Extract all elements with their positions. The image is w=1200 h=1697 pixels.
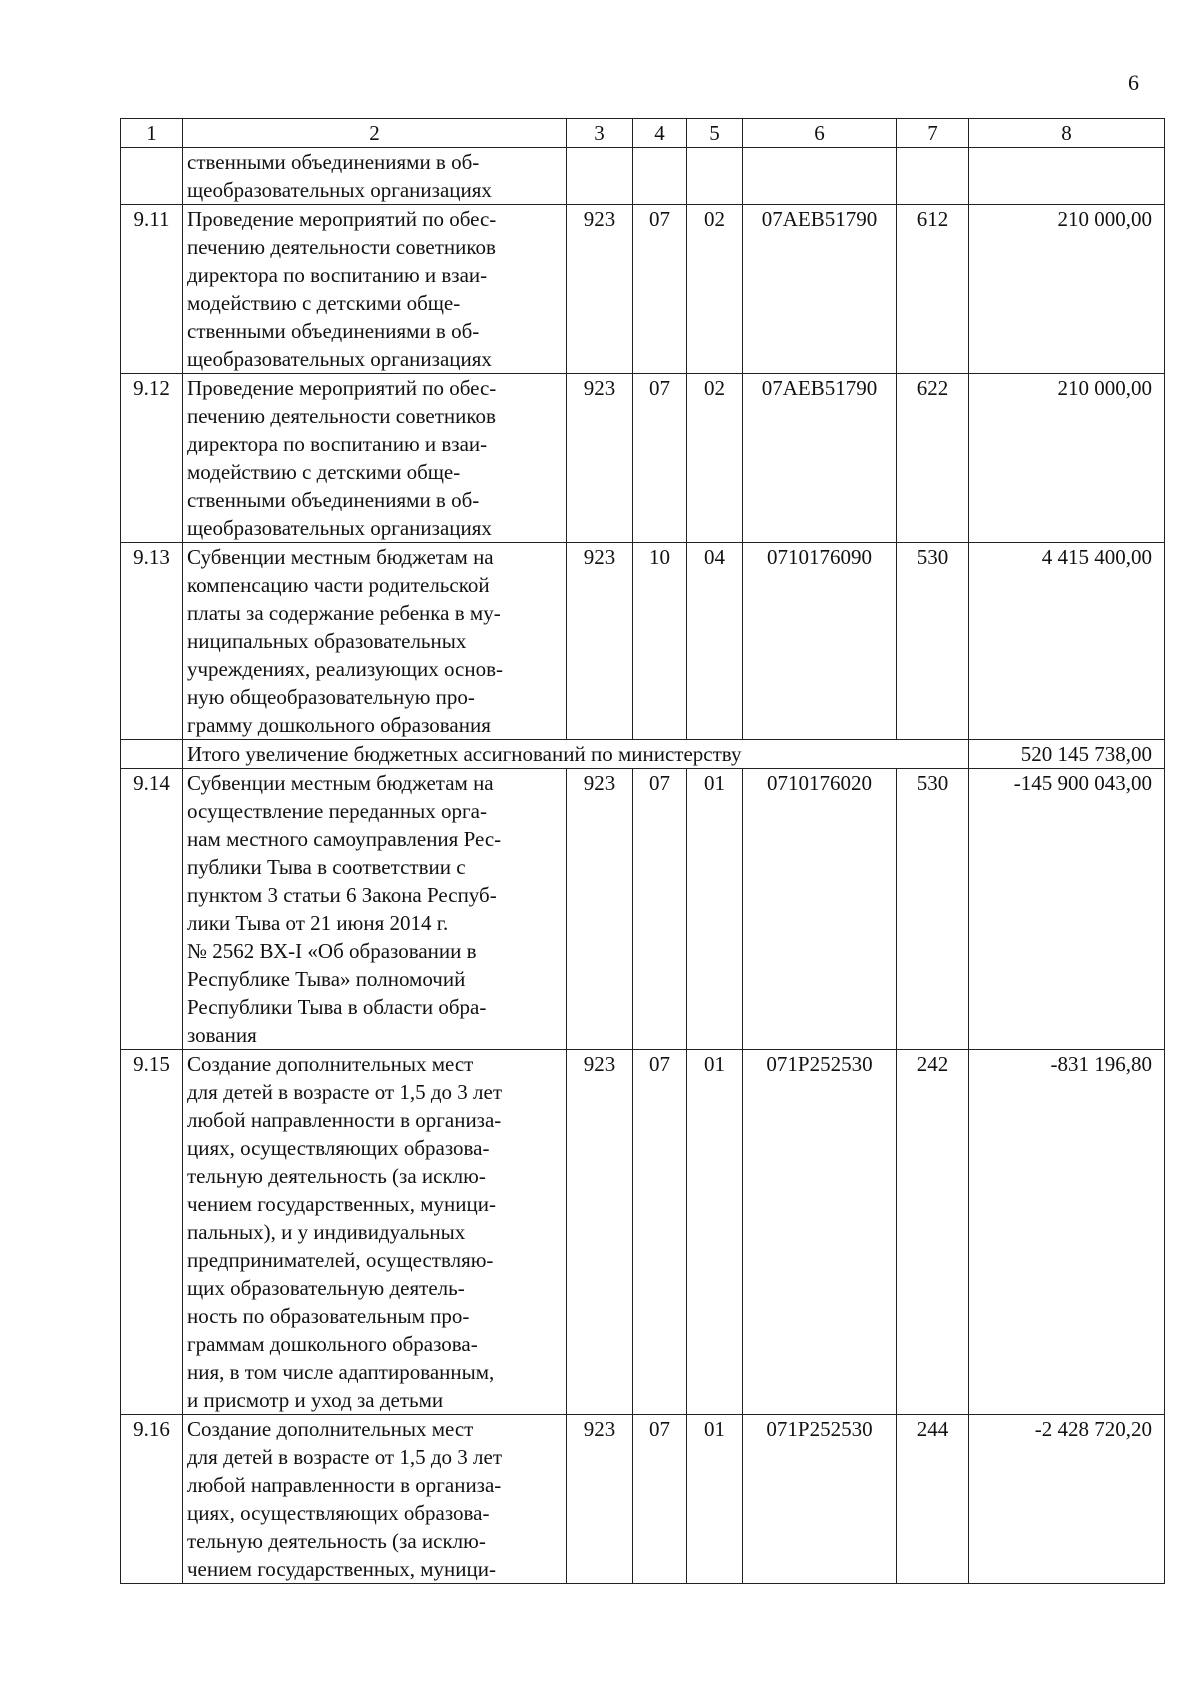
row-amount: 210 000,00 (969, 205, 1165, 374)
total-amount: 520 145 738,00 (969, 740, 1165, 769)
table-row (121, 769, 1165, 1050)
row-amount: -145 900 043,00 (969, 769, 1165, 1050)
ministry-code: 923 (567, 1415, 633, 1584)
row-description: Субвенции местным бюджетам на компенсацию части родительской платы за содержание ребенка в му- ниципальных образовательных учреждениях, реализующих основ- ную общеобразовательную про- грамму дошкольного образования (183, 543, 567, 740)
subsection-code: 02 (687, 205, 743, 374)
subsection-code (687, 148, 743, 205)
total-empty-cell (121, 740, 183, 769)
expense-type-code (897, 148, 969, 205)
target-article-code: 0710176020 (743, 769, 897, 1050)
column-header: 4 (633, 119, 687, 148)
section-code: 07 (633, 769, 687, 1050)
section-code: 07 (633, 1415, 687, 1584)
target-article-code (743, 148, 897, 205)
expense-type-code: 530 (897, 543, 969, 740)
table-row (121, 205, 1165, 374)
expense-type-code: 244 (897, 1415, 969, 1584)
ministry-code (567, 148, 633, 205)
table-row (121, 148, 1165, 205)
row-description: ственными объединениями в об- щеобразовательных организациях (183, 148, 567, 205)
row-description: Создание дополнительных мест для детей в возрасте от 1,5 до 3 лет любой направленности в организа- циях, осуществляющих образова- тельную деятельность (за исклю- чением государственных, муници- пальных), и у индивидуальных предпринимателей, осуществляю- щих образовательную деятель- ность по образовательным про- граммам дошкольного образова- ния, в том числе адаптированным, и присмотр и уход за детьми (183, 1050, 567, 1415)
ministry-code: 923 (567, 769, 633, 1050)
row-number: 9.13 (121, 543, 183, 740)
column-header: 2 (183, 119, 567, 148)
target-article-code: 07АЕВ51790 (743, 205, 897, 374)
row-amount: 4 415 400,00 (969, 543, 1165, 740)
target-article-code: 0710176090 (743, 543, 897, 740)
row-number: 9.12 (121, 374, 183, 543)
table-body (121, 119, 1165, 1584)
target-article-code: 071P252530 (743, 1415, 897, 1584)
column-header: 8 (969, 119, 1165, 148)
expense-type-code: 530 (897, 769, 969, 1050)
row-description: Проведение мероприятий по обес- печению деятельности советников директора по воспитанию и взаи- модействию с детскими обще- ственными объединениями в об- щеобразовательных организациях (183, 374, 567, 543)
column-header: 7 (897, 119, 969, 148)
expense-type-code: 242 (897, 1050, 969, 1415)
row-number: 9.15 (121, 1050, 183, 1415)
row-description: Создание дополнительных мест для детей в возрасте от 1,5 до 3 лет любой направленности в организа- циях, осуществляющих образова- тельную деятельность (за исклю- чением государственных, муници- (183, 1415, 567, 1584)
ministry-code: 923 (567, 543, 633, 740)
subsection-code: 01 (687, 769, 743, 1050)
ministry-code: 923 (567, 374, 633, 543)
column-header: 5 (687, 119, 743, 148)
table-row (121, 543, 1165, 740)
column-header: 3 (567, 119, 633, 148)
row-number: 9.14 (121, 769, 183, 1050)
column-header: 6 (743, 119, 897, 148)
row-number: 9.11 (121, 205, 183, 374)
total-label: Итого увеличение бюджетных ассигнований по министерству (183, 740, 969, 769)
subsection-code: 01 (687, 1050, 743, 1415)
row-amount: -831 196,80 (969, 1050, 1165, 1415)
row-description: Субвенции местным бюджетам на осуществление переданных орга- нам местного самоуправления Рес- публики Тыва в соответствии с пунктом 3 статьи 6 Закона Респуб- лики Тыва от 21 июня 2014 г. № 2562 ВХ-I «Об образовании в Республике Тыва» полномочий Республики Тыва в области обра- зования (183, 769, 567, 1050)
section-code: 10 (633, 543, 687, 740)
row-amount: -2 428 720,20 (969, 1415, 1165, 1584)
subsection-code: 01 (687, 1415, 743, 1584)
column-header-row (121, 119, 1165, 148)
target-article-code: 071P252530 (743, 1050, 897, 1415)
table-row (121, 1415, 1165, 1584)
section-code: 07 (633, 374, 687, 543)
row-amount: 210 000,00 (969, 374, 1165, 543)
expense-type-code: 622 (897, 374, 969, 543)
row-description: Проведение мероприятий по обес- печению деятельности советников директора по воспитанию и взаи- модействию с детскими обще- ственными объединениями в об- щеобразовательных организациях (183, 205, 567, 374)
table-row (121, 1050, 1165, 1415)
section-code: 07 (633, 1050, 687, 1415)
expense-type-code: 612 (897, 205, 969, 374)
ministry-code: 923 (567, 205, 633, 374)
table-row (121, 374, 1165, 543)
subsection-code: 02 (687, 374, 743, 543)
section-code (633, 148, 687, 205)
column-header: 1 (121, 119, 183, 148)
target-article-code: 07АЕВ51790 (743, 374, 897, 543)
total-row (121, 740, 1165, 769)
section-code: 07 (633, 205, 687, 374)
ministry-code: 923 (567, 1050, 633, 1415)
row-number (121, 148, 183, 205)
row-amount (969, 148, 1165, 205)
page-number: 6 (1128, 70, 1139, 95)
budget-table (120, 118, 1165, 1584)
subsection-code: 04 (687, 543, 743, 740)
row-number: 9.16 (121, 1415, 183, 1584)
